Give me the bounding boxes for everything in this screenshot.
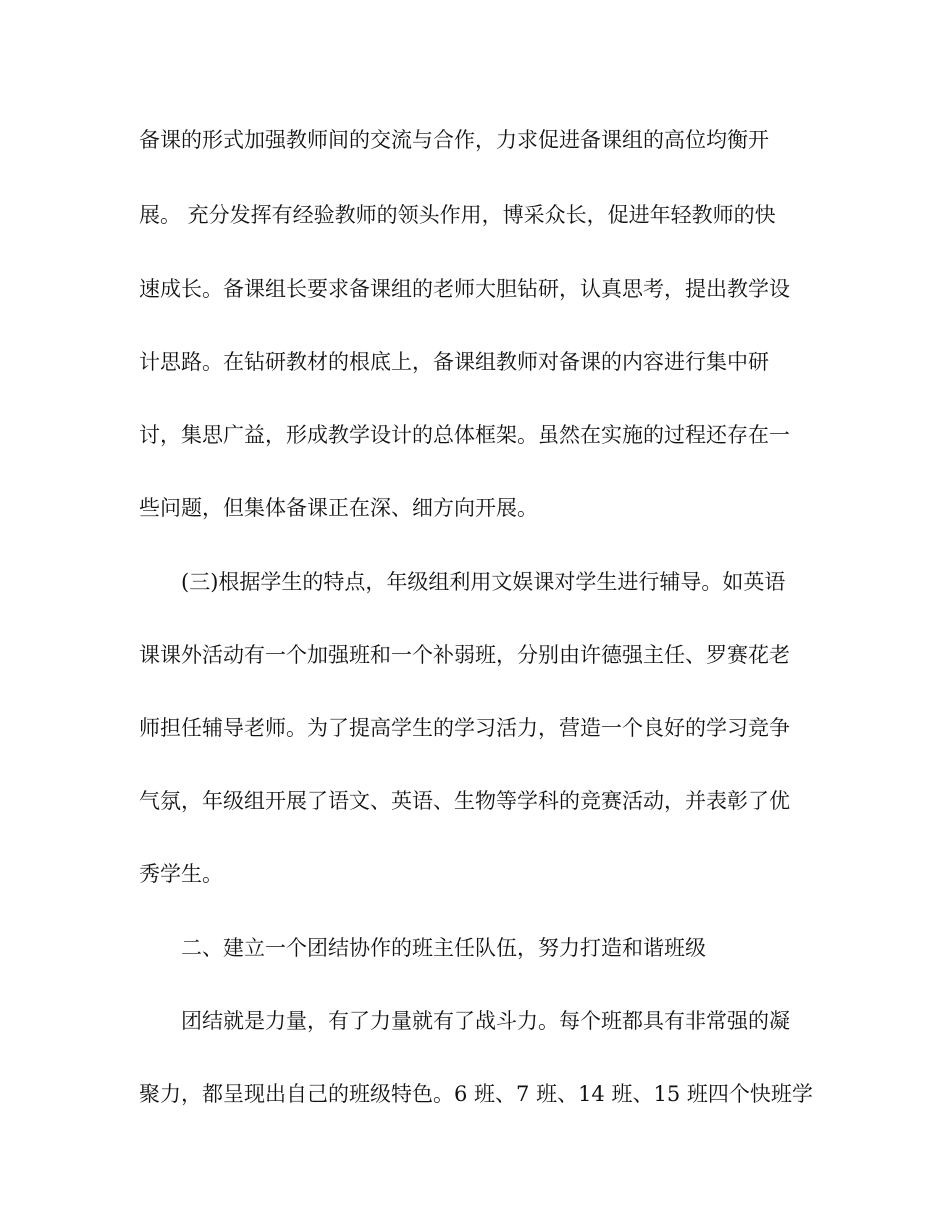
paragraph-line: 气氛，年级组开展了语文、英语、生物等学科的竞赛活动，并表彰了优 — [139, 789, 790, 813]
paragraph-line: 计思路。在钻研教材的根底上，备课组教师对备课的内容进行集中研 — [139, 350, 769, 374]
paragraph-line: 秀学生。 — [139, 862, 223, 886]
paragraph-line: 展。 充分发挥有经验教师的领头作用，博采众长，促进年轻教师的快 — [139, 203, 776, 227]
paragraph-line: (三)根据学生的特点，年级组利用文娱课对学生进行辅导。如英语 — [181, 570, 786, 594]
paragraph-line: 师担任辅导老师。为了提高学生的学习活力，营造一个良好的学习竞争 — [139, 716, 790, 740]
paragraph-line: 讨，集思广益，形成教学设计的总体框架。虽然在实施的过程还存在一 — [139, 423, 790, 447]
section-heading: 二、建立一个团结协作的班主任队伍，努力打造和谐班级 — [181, 936, 706, 960]
paragraph-line: 团结就是力量，有了力量就有了战斗力。每个班都具有非常强的凝 — [181, 1009, 790, 1033]
paragraph-line: 些问题，但集体备课正在深、细方向开展。 — [139, 496, 538, 520]
paragraph-line: 聚力，都呈现出自己的班级特色。6 班、7 班、14 班、15 班四个快班学 — [139, 1082, 813, 1106]
paragraph-line: 速成长。备课组长要求备课组的老师大胆钻研，认真思考，提出教学设 — [139, 277, 790, 301]
paragraph-line: 备课的形式加强教师间的交流与合作，力求促进备课组的高位均衡开 — [139, 128, 769, 152]
paragraph-line: 课课外活动有一个加强班和一个补弱班，分别由许德强主任、罗赛花老 — [139, 643, 790, 667]
